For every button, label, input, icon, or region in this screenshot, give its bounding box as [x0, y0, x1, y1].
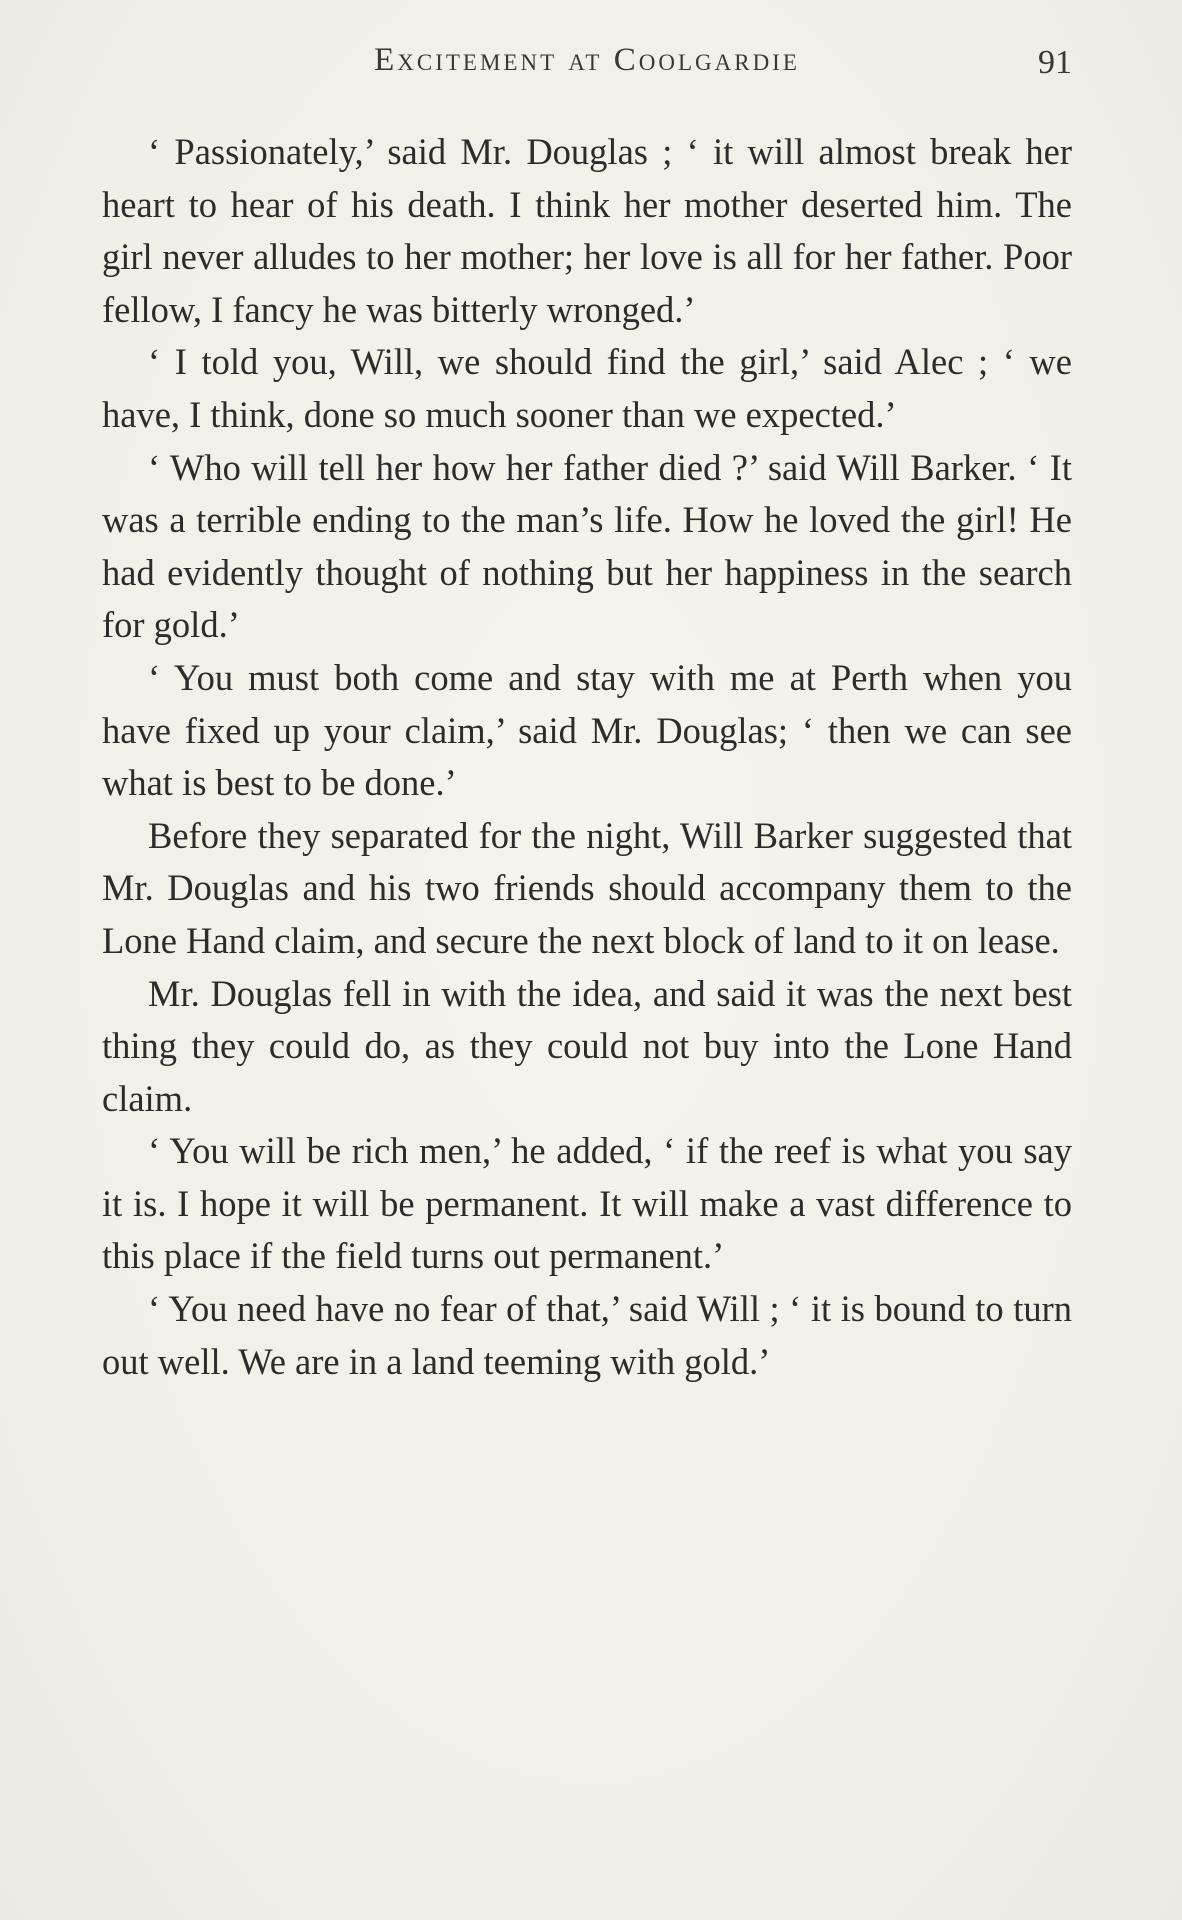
- paragraph: Before they separated for the night, Will Barker suggested that Mr. Douglas and his two friends should accompany them to the Lone Hand claim, and secure the next block of land to it on lease.: [102, 814, 1072, 961]
- paragraph: Mr. Douglas fell in with the idea, and said it was the next best thing they could do, as they could not buy into the Lone Hand claim.: [102, 972, 1072, 1119]
- paragraph: ‘ Passionately,’ said Mr. Douglas ; ‘ it will almost break her heart to hear of his death. I think her mother deserted him. The girl never alludes to her mother; her love is all for her father. Poor fellow, I fancy he was bitterly wronged.’: [102, 131, 1072, 330]
- paragraph: ‘ You must both come and stay with me at Perth when you have fixed up your claim,’ said Mr. Douglas; ‘ then we can see what is best to be done.’: [102, 656, 1072, 804]
- running-head: [102, 42, 1072, 90]
- body-text: [102, 126, 1072, 1388]
- paragraph: ‘ I told you, Will, we should find the girl,’ said Alec ; ‘ we have, I think, done so much sooner than we expected.’: [102, 341, 1072, 435]
- page-number: 91: [1038, 44, 1072, 81]
- paragraph: ‘ Who will tell her how her father died ?’ said Will Barker. ‘ It was a terrible ending to the man’s life. How he loved the girl! He had evidently thought of nothing but her happiness in the search for gold.’: [102, 446, 1072, 646]
- paragraph: ‘ You need have no fear of that,’ said Will ; ‘ it is bound to turn out well. We are in a land teeming with gold.’: [102, 1288, 1072, 1382]
- paragraph: ‘ You will be rich men,’ he added, ‘ if the reef is what you say it is. I hope it will be permanent. It will make a vast difference to this place if the field turns out permanent.’: [102, 1130, 1072, 1277]
- running-head-title: Excitement at Coolgardie: [374, 42, 800, 78]
